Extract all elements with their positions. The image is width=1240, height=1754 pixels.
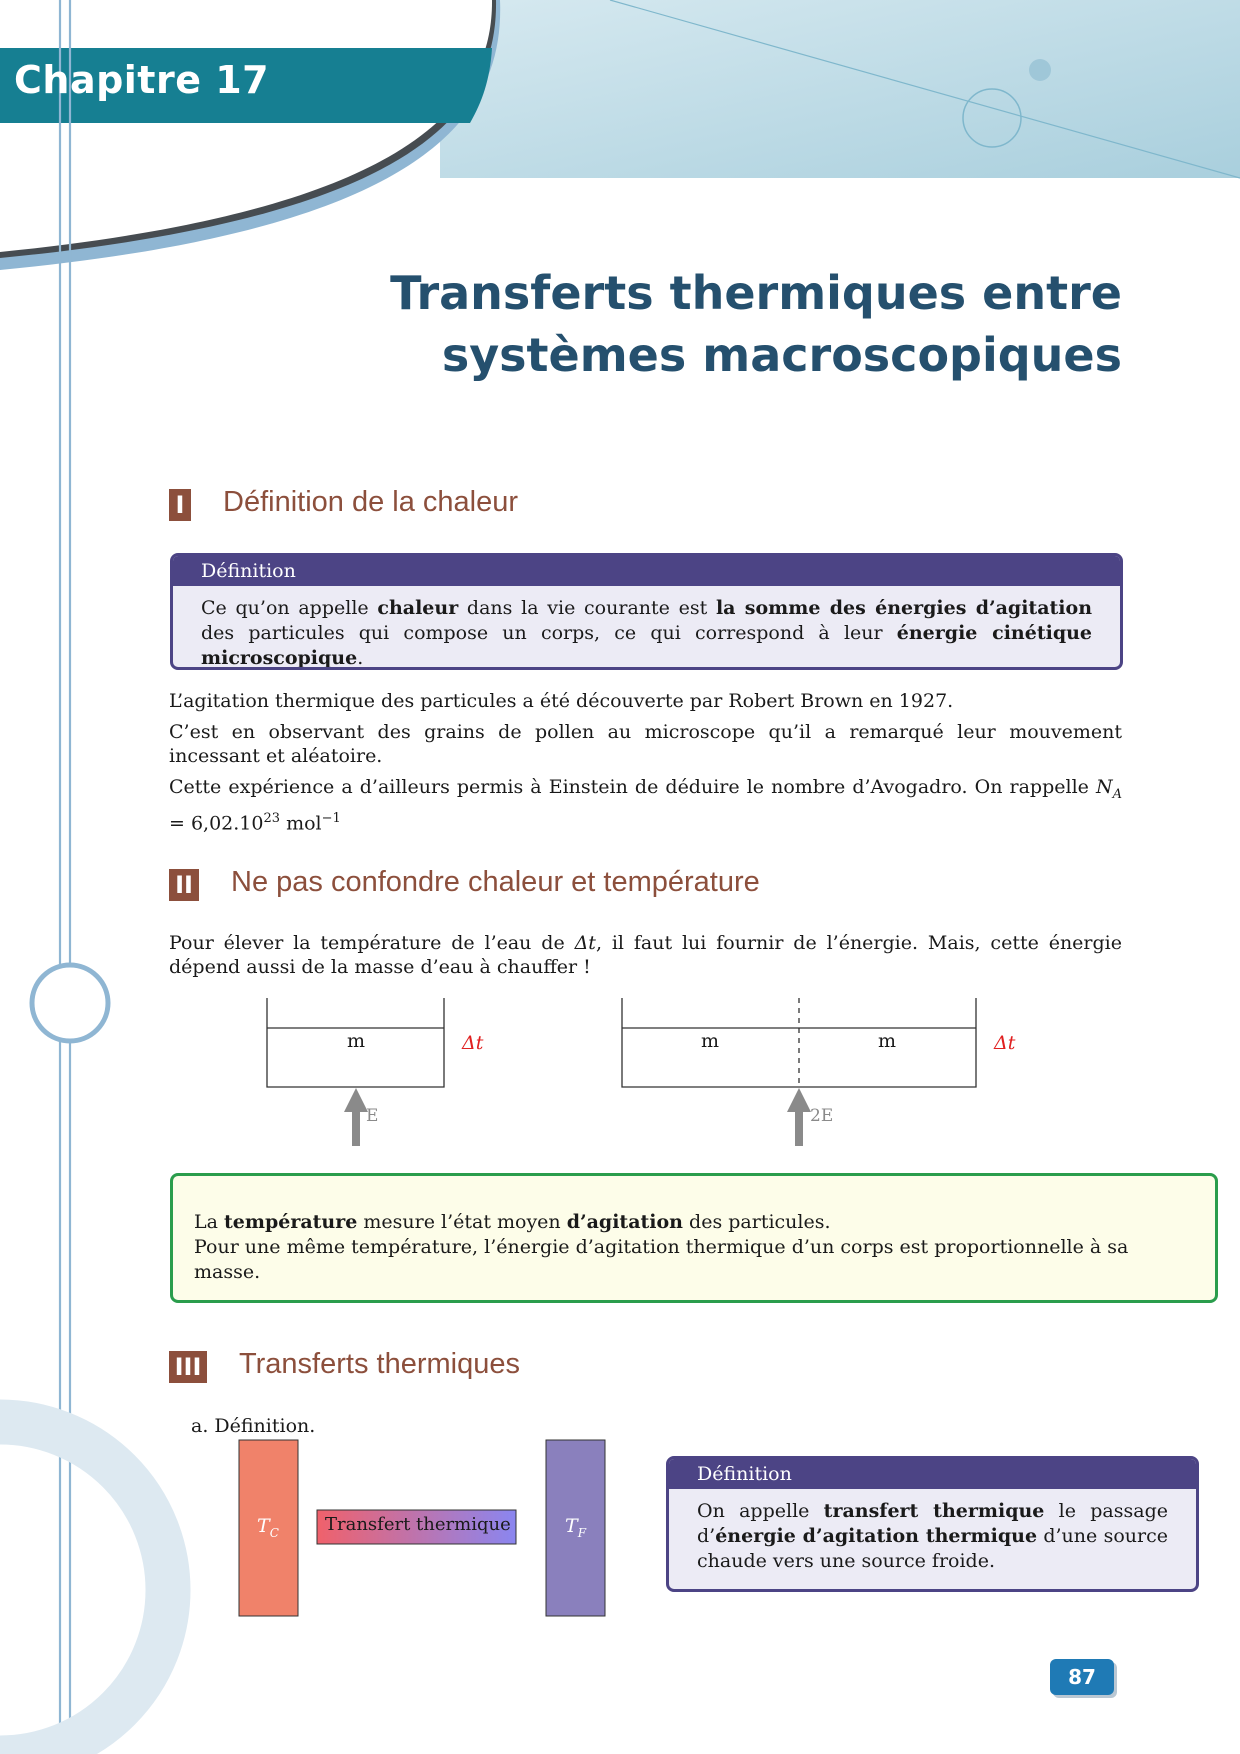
temp-text-2: mesure l’état moyen [357,1211,567,1233]
hot-t: T [257,1515,270,1537]
avogadro-text: Cette expérience a d’ailleurs permis à Einstein de déduire le nombre d’Avogadro. On rappelle [169,776,1096,798]
avogadro-unit-exponent: −1 [321,810,341,826]
section-1-title: Définition de la chaleur [223,486,519,518]
avogadro-unit: mol [280,812,322,835]
temperature-line-2: Pour une même température, l’énergie d’agitation thermique d’un corps est proportionnelle à sa masse. [194,1236,1129,1283]
def2-text-3: d’une source chaude vers une source froide. [697,1525,1168,1572]
avogadro-exponent: 23 [263,810,281,826]
avogadro-symbol: N [1095,776,1113,798]
def-bold-chaleur: chaleur [377,597,459,619]
temp-bold-agitation: d’agitation [566,1211,684,1233]
def2-bold-energie: énergie d’agitation thermique [715,1525,1038,1547]
section-2-title: Ne pas confondre chaleur et température [231,866,760,898]
section-2-number: II [169,869,199,901]
elever-text-2: , il faut lui fournir de l’énergie. Mais, cette énergie dépend aussi de la masse d’eau à chauffer ! [169,932,1122,978]
page-title-line-1: Transferts thermiques entre [390,266,1122,320]
def-bold-energie: énergie cinétique microscopique [201,622,1093,669]
def-text-4: . [357,647,364,669]
hot-sub: C [269,1525,279,1540]
section-3-number: III [169,1351,207,1383]
delta-t-right: Δt [994,1032,1016,1054]
definition-label: Définition [173,556,1120,586]
temp-text-1: La [194,1211,224,1233]
mass-label-left: m [347,1030,366,1052]
temp-text-3: des particules. [683,1211,831,1233]
avogadro-value: = 6,02.10 [169,812,264,835]
def-bold-somme: la somme des énergies d’agitation [715,597,1093,619]
mass-label-right-2: m [878,1030,897,1052]
section-1-number: I [169,489,191,521]
def2-text-2: le passage d’ [697,1500,1168,1547]
definition-box-transfert [666,1456,1199,1592]
def2-bold-transfert: transfert thermique [823,1500,1045,1522]
chapter-label: Chapitre 17 [14,58,270,102]
paragraph-brown: L’agitation thermique des particules a été découverte par Robert Brown en 1927. [169,690,954,712]
energy-label-right: 2E [810,1106,834,1126]
subsection-a: a. Définition. [191,1415,316,1437]
def2-text-1: On appelle [697,1500,824,1522]
cold-sub: F [577,1525,587,1540]
hot-temperature-label [257,1515,279,1540]
temp-bold-temperature: température [223,1211,358,1233]
elever-delta: Δt [574,932,596,954]
page-number: 87 [1050,1659,1114,1695]
definition-label-2: Définition [669,1459,1196,1489]
def-text-1: Ce qu’on appelle [201,597,378,619]
energy-label-left: E [366,1106,379,1126]
def-text-2: dans la vie courante est [458,597,716,619]
cold-t: T [565,1515,578,1537]
mass-label-right-1: m [701,1030,720,1052]
section-3-title: Transferts thermiques [239,1348,520,1380]
delta-t-left: Δt [462,1032,484,1054]
def-text-3: des particules qui compose un corps, ce qui correspond à leur [201,622,897,644]
elever-text-1: Pour élever la température de l’eau de [169,932,575,954]
avogadro-subscript: A [1112,786,1122,802]
transfer-label: Transfert thermique [325,1514,511,1535]
definition-text-2 [669,1489,1196,1574]
page-title-line-2: systèmes macroscopiques [441,328,1122,382]
paragraph-pollen: C’est en observant des grains de pollen au microscope qu’il a remarqué leur mouvement incessant et aléatoire. [169,721,1122,767]
cold-temperature-label [565,1515,586,1540]
